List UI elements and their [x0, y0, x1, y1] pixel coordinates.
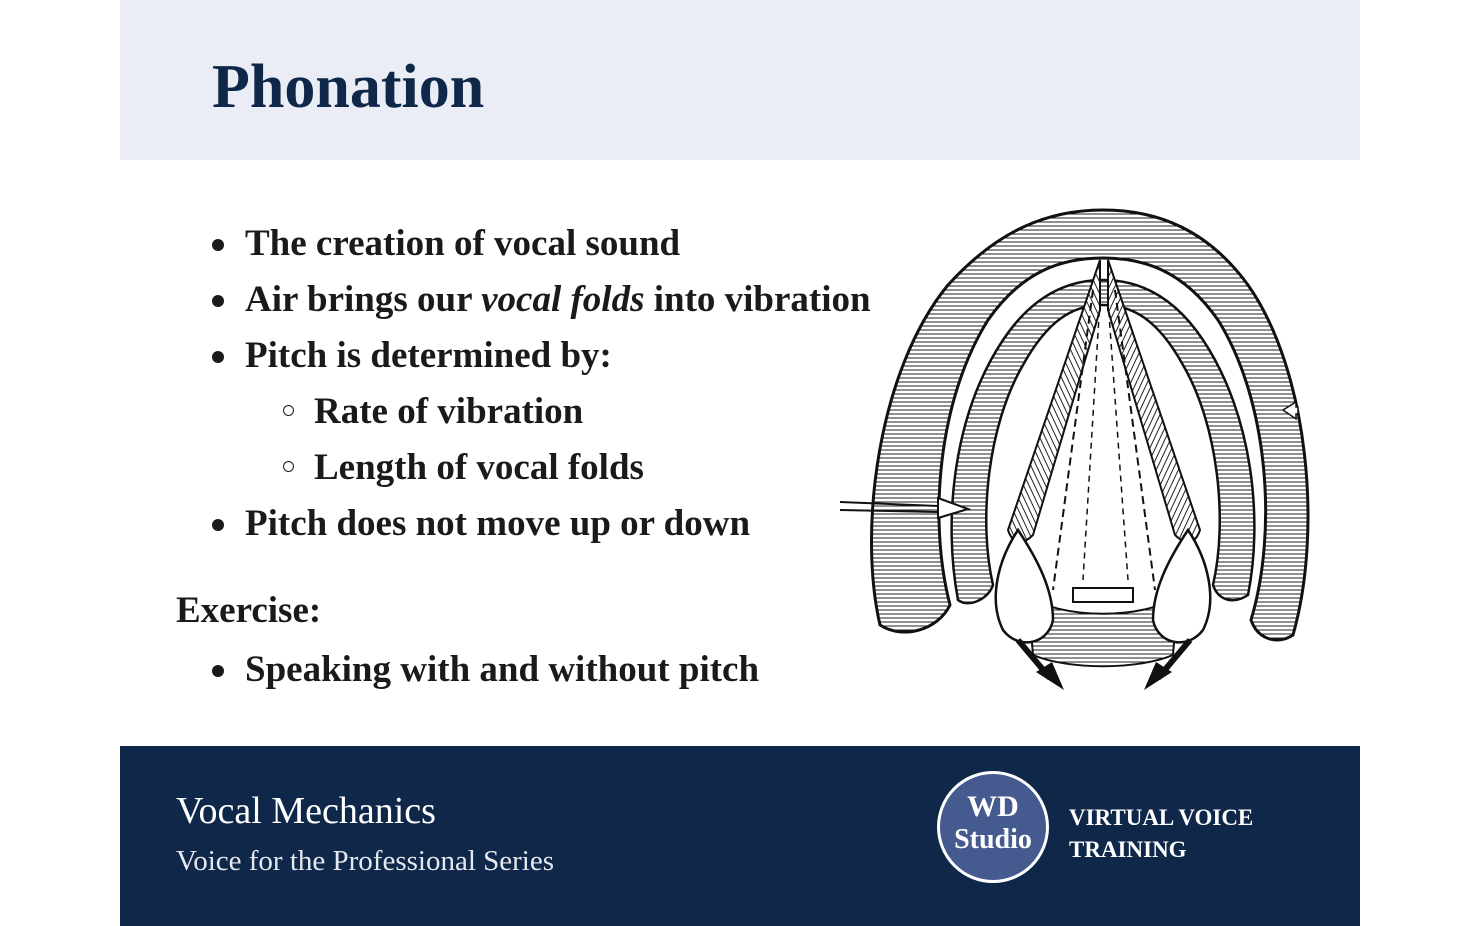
title-bar — [120, 0, 1360, 160]
right-arytenoid — [1153, 530, 1210, 642]
exercise-item — [245, 651, 759, 688]
bullet-dot-icon — [212, 519, 224, 531]
footer-bar — [120, 746, 1360, 926]
sub-bullet-circle-icon — [283, 461, 294, 472]
bullet-text: The creation of vocal sound — [245, 223, 681, 264]
bullet-dot-icon — [212, 239, 224, 251]
bullet-item — [245, 505, 750, 542]
bullet-emphasis: vocal folds — [481, 279, 645, 320]
sub-bullet-item — [314, 393, 583, 430]
brand-line1: VIRTUAL VOICE — [1069, 805, 1254, 830]
sub-bullet-text: Rate of vibration — [314, 391, 584, 432]
inner-cartilage-shape — [952, 280, 1255, 603]
studio-logo — [937, 771, 1049, 883]
bullet-dot-icon — [212, 665, 224, 677]
logo-text-line1: WD — [967, 790, 1019, 823]
exercise-label: Exercise: — [176, 590, 322, 631]
slide-title: Phonation — [212, 53, 485, 121]
brand-tagline — [1069, 802, 1253, 866]
slide — [120, 0, 1360, 926]
bullet-item — [245, 337, 612, 374]
bullet-dot-icon — [212, 351, 224, 363]
bullet-dot-icon — [212, 295, 224, 307]
bullet-text-pre: Air brings our — [245, 279, 482, 320]
vocal-folds-illustration — [838, 200, 1318, 700]
bullet-item — [245, 281, 871, 318]
bullet-text: Pitch is determined by: — [245, 335, 612, 376]
footer-subtitle: Voice for the Professional Series — [176, 845, 554, 877]
vocal-folds-diagram — [838, 200, 1318, 700]
bullet-text: Pitch does not move up or down — [245, 503, 751, 544]
footer-title: Vocal Mechanics — [176, 790, 436, 832]
exercise-text: Speaking with and without pitch — [245, 649, 760, 690]
brand-line2: TRAINING — [1069, 837, 1187, 862]
bullet-item — [245, 225, 680, 262]
sub-bullet-text: Length of vocal folds — [314, 447, 644, 488]
logo-text-line2: Studio — [954, 824, 1032, 855]
left-arytenoid — [996, 530, 1053, 642]
sub-bullet-circle-icon — [283, 405, 294, 416]
bullet-text-post: into vibration — [644, 279, 871, 320]
sub-bullet-item — [314, 449, 644, 486]
